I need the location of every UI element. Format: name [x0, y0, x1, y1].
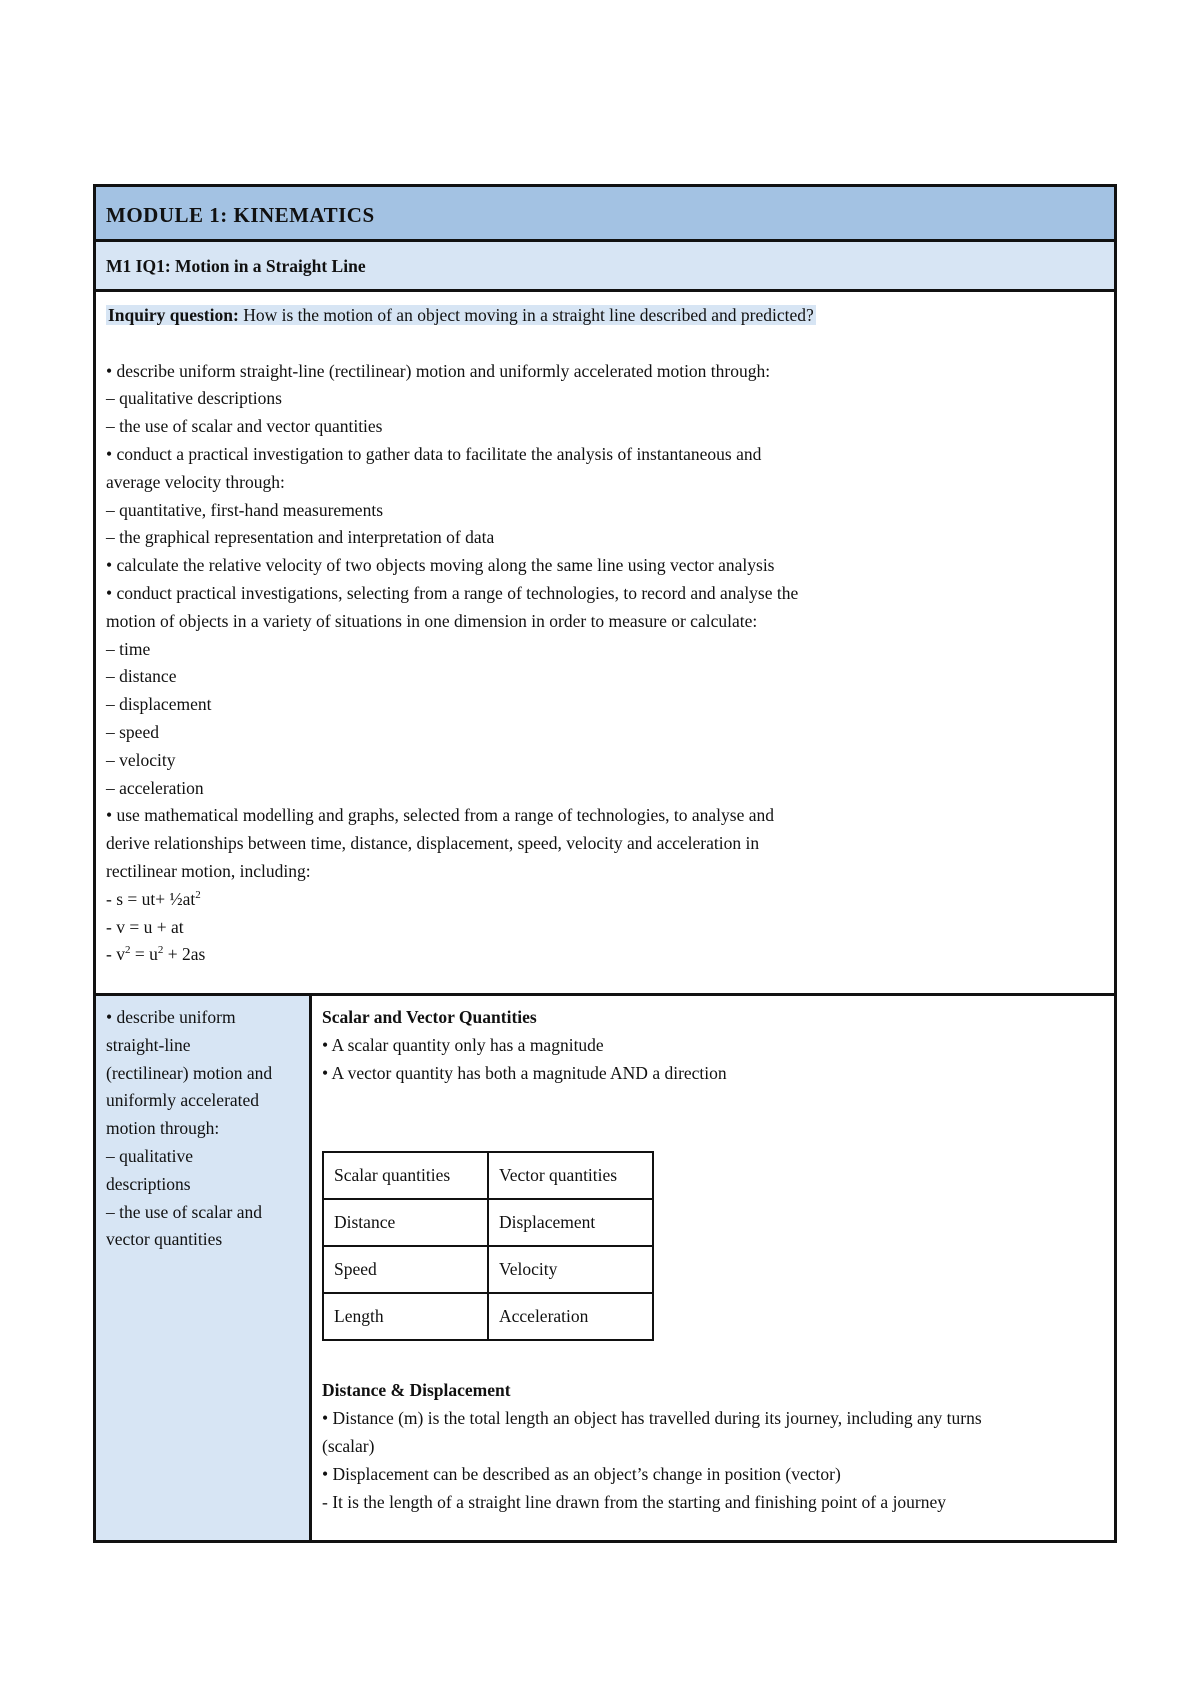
syllabus-point	[106, 1004, 301, 1254]
distance-displacement-heading: Distance & Displacement	[322, 1380, 511, 1401]
syllabus-point-line: (rectilinear) motion and	[106, 1062, 273, 1083]
bullet-point: (scalar)	[322, 1435, 375, 1456]
syllabus-line: – acceleration	[106, 777, 204, 798]
table-cell: Acceleration	[488, 1293, 653, 1340]
bullet-point: • A scalar quantity only has a magnitude	[322, 1034, 604, 1055]
syllabus-line: motion of objects in a variety of situations in one dimension in order to measure or calculate:	[106, 610, 758, 631]
equation-2: - v = u + at	[106, 916, 184, 937]
syllabus-line: – time	[106, 638, 151, 659]
table-header-cell: Scalar quantities	[323, 1152, 488, 1199]
inquiry-question	[106, 302, 1104, 330]
scalar-vector-heading: Scalar and Vector Quantities	[322, 1007, 537, 1027]
inquiry-label: Inquiry question:	[108, 305, 239, 325]
notes-table	[93, 184, 1117, 1543]
module-title: MODULE 1: KINEMATICS	[96, 187, 1114, 242]
syllabus-line: • calculate the relative velocity of two objects moving along the same line using vector analysis	[106, 555, 775, 576]
distance-displacement-points	[322, 1405, 1104, 1516]
syllabus-line: – distance	[106, 666, 177, 687]
syllabus-line: – the graphical representation and interpretation of data	[106, 527, 495, 548]
syllabus-line: derive relationships between time, distance, displacement, speed, velocity and acceleration in	[106, 833, 760, 854]
scalar-vector-points	[322, 1032, 1104, 1088]
table-row	[323, 1246, 653, 1293]
syllabus-point-line: – qualitative	[106, 1145, 193, 1166]
table-row	[323, 1293, 653, 1340]
syllabus-content	[96, 292, 1114, 996]
syllabus-line: – displacement	[106, 694, 212, 715]
syllabus-line: – speed	[106, 721, 159, 742]
syllabus-list	[106, 358, 1104, 886]
syllabus-point-line: • describe uniform	[106, 1007, 236, 1027]
syllabus-line: • conduct practical investigations, selecting from a range of technologies, to record and analyse the	[106, 582, 799, 603]
syllabus-line: average velocity through:	[106, 471, 285, 492]
syllabus-line: – qualitative descriptions	[106, 388, 282, 409]
scalar-vector-table	[322, 1151, 654, 1341]
bullet-point: • Distance (m) is the total length an object has travelled during its journey, including any turns	[322, 1408, 982, 1429]
syllabus-point-line: – the use of scalar and	[106, 1201, 262, 1222]
equation-1: - $s = ut+ \frac{1}{2}at^2$	[106, 888, 201, 909]
table-cell: Speed	[323, 1246, 488, 1293]
syllabus-line: • describe uniform straight-line (rectilinear) motion and uniformly accelerated motion through:	[106, 360, 771, 381]
syllabus-line: – quantitative, first-hand measurements	[106, 499, 384, 520]
table-cell: Velocity	[488, 1246, 653, 1293]
inquiry-text: How is the motion of an object moving in a straight line described and predicted?	[238, 305, 814, 325]
bullet-point: • A vector quantity has both a magnitude AND a direction	[322, 1062, 727, 1083]
syllabus-point-column	[96, 996, 312, 1540]
syllabus-line: • use mathematical modelling and graphs, selected from a range of technologies, to analyse and	[106, 805, 774, 826]
syllabus-point-line: descriptions	[106, 1173, 191, 1194]
syllabus-point-line: vector quantities	[106, 1229, 223, 1250]
syllabus-line: – the use of scalar and vector quantities	[106, 416, 383, 437]
notes-section	[96, 996, 1114, 1540]
syllabus-point-line: motion through:	[106, 1118, 220, 1139]
syllabus-line: • conduct a practical investigation to gather data to facilitate the analysis of instantaneous and	[106, 443, 762, 464]
table-cell: Distance	[323, 1199, 488, 1246]
table-cell: Displacement	[488, 1199, 653, 1246]
syllabus-line: rectilinear motion, including:	[106, 860, 311, 881]
syllabus-point-line: straight-line	[106, 1034, 191, 1055]
table-header-row	[323, 1152, 653, 1199]
table-row	[323, 1199, 653, 1246]
syllabus-point-line: uniformly accelerated	[106, 1090, 260, 1111]
inquiry-question-title: M1 IQ1: Motion in a Straight Line	[96, 242, 1114, 292]
notes-column	[312, 996, 1114, 1540]
equation-3: - $v^2 = u^2 + 2as$	[106, 944, 206, 965]
table-cell: Length	[323, 1293, 488, 1340]
table-header-cell: Vector quantities	[488, 1152, 653, 1199]
bullet-point: • Displacement can be described as an object’s change in position (vector)	[322, 1463, 841, 1484]
bullet-point: - It is the length of a straight line drawn from the starting and finishing point of a journey	[322, 1491, 947, 1512]
syllabus-line: – velocity	[106, 749, 176, 770]
